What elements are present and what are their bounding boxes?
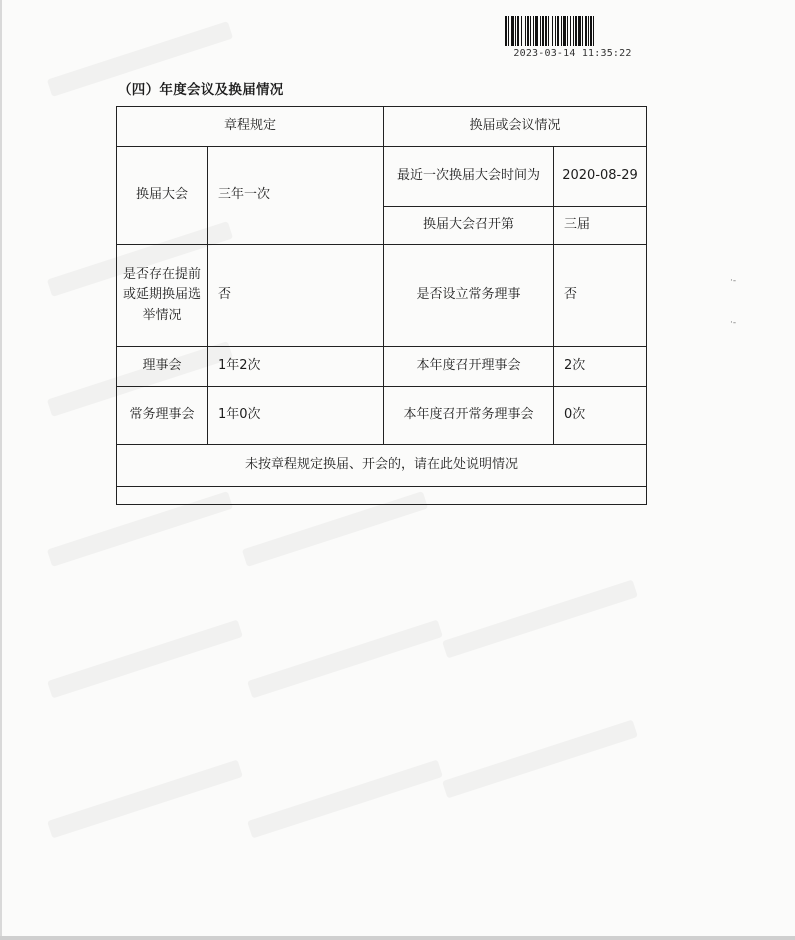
margin-mark: ·-: [730, 276, 737, 286]
standing-director-label: 是否设立常务理事: [384, 245, 554, 347]
council-held-value: 2次: [554, 347, 647, 387]
row-label-council: 理事会: [117, 347, 208, 387]
council-rule: 1年2次: [208, 347, 384, 387]
watermark: [47, 620, 243, 699]
row-label-huanjie: 换届大会: [117, 147, 208, 245]
watermark: [47, 760, 243, 839]
meeting-table: [116, 106, 647, 505]
section-title: （四）年度会议及换届情况: [118, 82, 284, 98]
note-instruction: 未按章程规定换届、开会的，请在此处说明情况: [117, 445, 647, 487]
standing-director-value: 否: [554, 245, 647, 347]
session-value: 三届: [554, 207, 647, 245]
barcode-bar: [594, 16, 597, 46]
margin-mark: ·-: [730, 318, 737, 328]
last-meeting-value: 2020-08-29: [554, 147, 647, 207]
page-edge: [0, 0, 2, 940]
row-label-advance-delay: 是否存在提前或延期换届选举情况: [117, 245, 208, 347]
council-held-label: 本年度召开理事会: [384, 347, 554, 387]
last-meeting-label: 最近一次换届大会时间为: [384, 147, 554, 207]
barcode-stamp: [505, 16, 640, 59]
standing-council-held-label: 本年度召开常务理事会: [384, 387, 554, 445]
column-header: 换届或会议情况: [384, 107, 647, 147]
session-label: 换届大会召开第: [384, 207, 554, 245]
standing-council-rule: 1年0次: [208, 387, 384, 445]
watermark: [442, 580, 638, 659]
watermark: [247, 620, 443, 699]
huanjie-rule: 三年一次: [208, 147, 384, 245]
note-field: [117, 487, 647, 505]
row-label-standing-council: 常务理事会: [117, 387, 208, 445]
watermark: [247, 760, 443, 839]
advance-delay-value: 否: [208, 245, 384, 347]
column-header: 章程规定: [117, 107, 384, 147]
barcode: [505, 16, 640, 46]
standing-council-held-value: 0次: [554, 387, 647, 445]
print-timestamp: 2023-03-14 11:35:22: [513, 48, 632, 59]
page-edge: [0, 936, 795, 940]
watermark: [442, 720, 638, 799]
